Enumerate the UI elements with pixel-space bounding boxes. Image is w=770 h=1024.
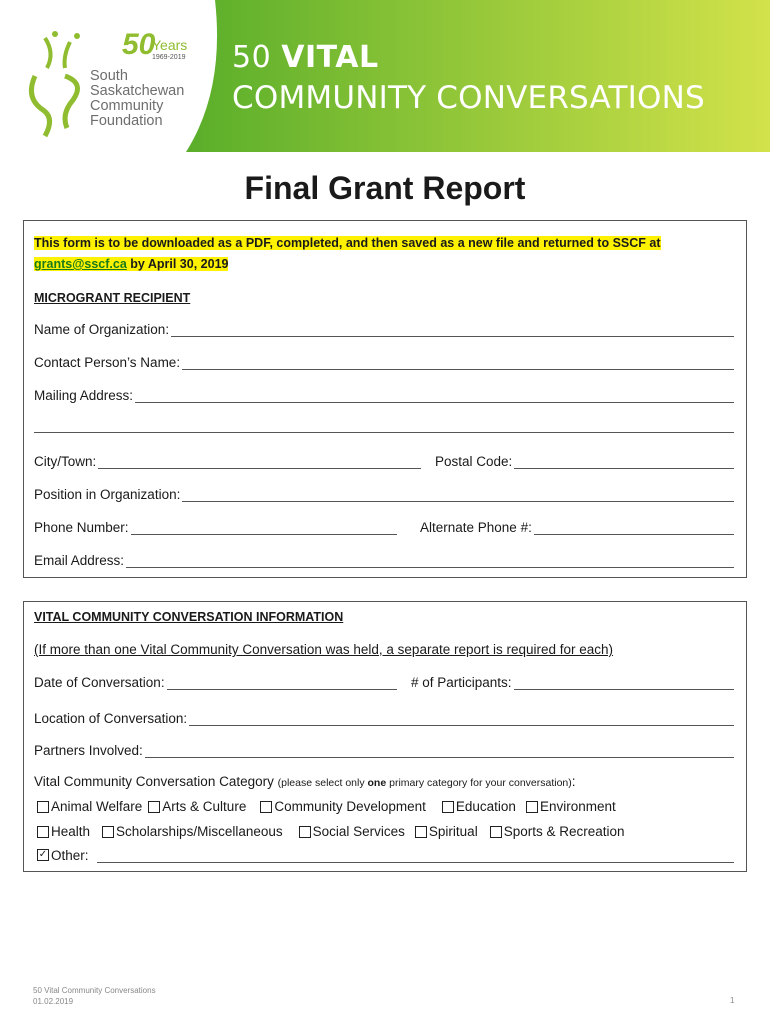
other-field[interactable]: [97, 851, 734, 863]
participants-label: # of Participants:: [411, 675, 512, 690]
mailing-field[interactable]: [135, 391, 734, 403]
foundation-name: [90, 69, 184, 129]
category-health[interactable]: [37, 824, 90, 839]
conversation-section: [23, 601, 747, 872]
category-community-development[interactable]: [260, 799, 426, 814]
org-name-field[interactable]: [171, 325, 734, 337]
years-word: Years: [152, 37, 188, 53]
category-label-text: Social Services: [312, 824, 405, 839]
mailing-label: Mailing Address:: [34, 388, 134, 403]
checkbox-icon[interactable]: [37, 826, 49, 838]
category-label: Vital Community Conversation Category: [34, 774, 274, 789]
footer-info: [33, 985, 156, 1007]
partners-field[interactable]: [145, 746, 734, 758]
category-hint: [278, 777, 572, 789]
recipient-heading: MICROGRANT RECIPIENT: [34, 291, 191, 305]
category-row-2: [37, 824, 637, 839]
alt-phone-label: Alternate Phone #:: [420, 520, 532, 535]
footer-date: 01.02.2019: [33, 997, 74, 1006]
email-link[interactable]: grants@sscf.ca: [34, 257, 127, 271]
checkbox-checked-icon[interactable]: ✓: [38, 849, 48, 860]
notice-deadline: by April 30, 2019: [126, 257, 229, 271]
other-label: Other:: [51, 848, 89, 863]
checkbox-icon[interactable]: [299, 826, 311, 838]
other-row[interactable]: [37, 848, 734, 863]
years-range: 1969-2019: [152, 54, 186, 61]
conversation-note: (If more than one Vital Community Conversation was held, a separate report is required for each): [34, 642, 614, 657]
category-hint-post: primary category for your conversation): [386, 777, 572, 789]
category-spiritual[interactable]: [415, 824, 478, 839]
checkbox-icon[interactable]: [442, 801, 454, 813]
category-label-text: Spiritual: [428, 824, 478, 839]
org-name-row[interactable]: [34, 322, 734, 337]
contact-row[interactable]: [34, 355, 734, 370]
partners-row[interactable]: [34, 743, 734, 758]
instructions-notice: [34, 233, 734, 275]
category-label-text: Animal Welfare: [51, 799, 143, 814]
position-label: Position in Organization:: [34, 487, 181, 502]
participants-field[interactable]: [514, 678, 734, 690]
banner-vital: VITAL: [281, 40, 379, 75]
checkbox-icon[interactable]: [102, 826, 114, 838]
city-label: City/Town:: [34, 454, 97, 469]
checkbox-icon[interactable]: [148, 801, 160, 813]
checkbox-icon[interactable]: [526, 801, 538, 813]
conversation-heading: VITAL COMMUNITY CONVERSATION INFORMATION: [34, 610, 344, 624]
org-name-label: Name of Organization:: [34, 322, 170, 337]
foundation-logo-icon: [25, 28, 90, 140]
banner-line1: [232, 40, 379, 75]
alt-phone-row[interactable]: [420, 520, 734, 535]
date-field[interactable]: [167, 678, 397, 690]
phone-field[interactable]: [131, 523, 397, 535]
checkbox-icon[interactable]: [37, 801, 49, 813]
footer-title: 50 Vital Community Conversations: [33, 986, 156, 995]
partners-label: Partners Involved:: [34, 743, 143, 758]
phone-row[interactable]: [34, 520, 397, 535]
category-animal-welfare[interactable]: [37, 799, 142, 814]
category-education[interactable]: [442, 799, 516, 814]
category-environment[interactable]: [526, 799, 616, 814]
logo-line: Community: [90, 98, 164, 114]
checkbox-icon[interactable]: [415, 826, 427, 838]
page-header: [0, 0, 770, 152]
postal-field[interactable]: [514, 457, 734, 469]
page-title: Final Grant Report: [244, 170, 526, 206]
location-field[interactable]: [189, 714, 734, 726]
mailing-row[interactable]: [34, 388, 734, 403]
contact-field[interactable]: [182, 358, 734, 370]
page-number: 1: [730, 996, 735, 1005]
checkbox-icon[interactable]: [260, 801, 272, 813]
category-sports-recreation[interactable]: [490, 824, 625, 839]
email-field[interactable]: [126, 556, 734, 568]
participants-row[interactable]: [411, 675, 734, 690]
category-colon: :: [571, 774, 576, 789]
years-number: 50: [122, 28, 156, 61]
recipient-section: [23, 220, 747, 578]
city-row[interactable]: [34, 454, 421, 469]
checkbox-icon[interactable]: [490, 826, 502, 838]
contact-label: Contact Person’s Name:: [34, 355, 181, 370]
logo-line: Saskatchewan: [90, 83, 185, 99]
position-field[interactable]: [182, 490, 734, 502]
email-label: Email Address:: [34, 553, 125, 568]
category-hint-pre: (please select only: [277, 777, 368, 789]
banner-line2: COMMUNITY CONVERSATIONS: [232, 80, 705, 116]
category-label-text: Education: [455, 799, 516, 814]
category-label-text: Sports & Recreation: [503, 824, 625, 839]
category-hint-bold: one: [367, 777, 387, 789]
category-scholarships[interactable]: [102, 824, 283, 839]
mailing-field-2[interactable]: [34, 421, 734, 433]
city-field[interactable]: [98, 457, 421, 469]
logo-line: Foundation: [90, 113, 163, 129]
mailing-row-2[interactable]: [34, 421, 734, 433]
phone-label: Phone Number:: [34, 520, 129, 535]
date-label: Date of Conversation:: [34, 675, 165, 690]
category-label-text: Environment: [539, 799, 616, 814]
category-social-services[interactable]: [299, 824, 405, 839]
location-label: Location of Conversation:: [34, 711, 188, 726]
category-label-text: Arts & Culture: [162, 799, 247, 814]
location-row[interactable]: [34, 711, 734, 726]
postal-row[interactable]: [435, 454, 734, 469]
category-label-text: Health: [51, 824, 91, 839]
alt-phone-field[interactable]: [534, 523, 734, 535]
postal-label: Postal Code:: [435, 454, 513, 469]
category-label-text: Community Development: [274, 799, 426, 814]
category-label-text: Scholarships/Miscellaneous: [116, 824, 283, 839]
category-prompt: [34, 774, 576, 789]
banner-number: 50: [232, 40, 272, 75]
category-row-1: [37, 799, 628, 814]
notice-text: This form is to be downloaded as a PDF, completed, and then saved as a new file and returned to SSCF at: [34, 236, 661, 250]
logo-line: South: [90, 68, 128, 84]
category-arts-culture[interactable]: [148, 799, 246, 814]
email-row[interactable]: [34, 553, 734, 568]
date-row[interactable]: [34, 675, 397, 690]
position-row[interactable]: [34, 487, 734, 502]
